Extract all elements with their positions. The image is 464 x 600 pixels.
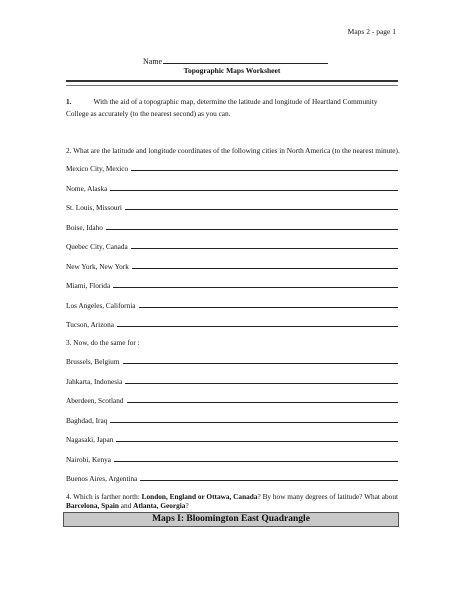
- answer-blank[interactable]: [123, 362, 398, 364]
- city-answer-row: [66, 416, 398, 425]
- section-banner: [63, 512, 399, 527]
- answer-blank[interactable]: [139, 306, 398, 308]
- city-answer-row: [66, 184, 398, 193]
- city-label: Los Angeles, California: [66, 300, 136, 310]
- answer-blank[interactable]: [117, 325, 398, 327]
- answer-blank[interactable]: [113, 286, 398, 288]
- divider-thin: [66, 85, 398, 86]
- city-label: Brussels, Belgium: [66, 357, 120, 366]
- answer-blank[interactable]: [110, 189, 398, 191]
- answer-blank[interactable]: [132, 267, 398, 269]
- question-1: [66, 96, 400, 119]
- answer-blank[interactable]: [131, 247, 398, 249]
- city-answer-row: [66, 357, 398, 366]
- city-label: Tucson, Arizona: [66, 320, 114, 329]
- name-line: [143, 55, 328, 66]
- question-4-text-4: ?: [185, 501, 189, 510]
- answer-blank[interactable]: [140, 479, 398, 481]
- city-label: Quebec City, Canada: [66, 242, 128, 251]
- city-label: Jahkarta, Indonesia: [66, 376, 123, 386]
- section-banner-title: Maps I: Bloomington East Quadrangle: [152, 514, 310, 524]
- question-4-text-2: ? By how many degrees of latitude? What about: [257, 492, 398, 501]
- answer-blank[interactable]: [110, 421, 398, 423]
- city-label: Boise, Idaho: [66, 222, 103, 232]
- city-label: Nairobi, Kenya: [66, 454, 111, 464]
- city-answer-row: [66, 281, 398, 290]
- city-answer-row: [66, 164, 398, 173]
- city-answer-row: [66, 262, 398, 271]
- city-answer-row: [66, 474, 398, 483]
- worksheet-title: Topographic Maps Worksheet: [183, 66, 281, 75]
- city-answer-row: [66, 377, 398, 386]
- name-blank[interactable]: [163, 55, 328, 64]
- city-label: Nome, Alaska: [66, 183, 108, 193]
- answer-blank[interactable]: [125, 208, 398, 210]
- question-4: [66, 492, 400, 510]
- question-1-number: 1.: [66, 97, 72, 106]
- city-answer-row: [66, 203, 398, 212]
- city-answer-row: [66, 301, 398, 310]
- question-3-text: 3. Now, do the same for :: [66, 338, 140, 347]
- answer-blank[interactable]: [127, 401, 398, 403]
- answer-blank[interactable]: [114, 460, 398, 462]
- city-label: Nagasaki, Japan: [66, 435, 114, 444]
- city-answer-row: [66, 435, 398, 444]
- city-answer-row: [66, 242, 398, 251]
- question-2-text: 2. What are the latitude and longitude coordinates of the following cities in North America (to the nearest minute).: [66, 146, 400, 155]
- city-answer-row: [66, 320, 398, 329]
- question-4-bold-3: Atlanta, Georgia: [133, 501, 186, 510]
- city-answer-row: [66, 455, 398, 464]
- question-1-text: With the aid of a topographic map, determine the latitude and longitude of Heartland Community College as accurately (to the nearest second) as you can.: [66, 97, 378, 118]
- city-label: Aberdeen, Scotland: [66, 396, 124, 405]
- answer-blank[interactable]: [116, 440, 398, 442]
- city-label: Baghdad, Iraq: [66, 415, 108, 425]
- divider-thick: [66, 80, 398, 82]
- question-4-bold-1: London, England or Ottawa, Canada: [141, 492, 258, 501]
- question-4-text-1: 4. Which is farther north:: [66, 492, 142, 501]
- name-label: Name: [143, 57, 163, 66]
- city-label: Mexico City, Mexico: [66, 164, 129, 173]
- page-header: Maps 2 - page 1: [347, 27, 396, 36]
- question-4-bold-2: Barcelona, Spain: [66, 501, 119, 510]
- city-label: Miami, Florida: [66, 281, 111, 290]
- city-answer-row: [66, 223, 398, 232]
- city-label: New York, New York: [66, 261, 129, 271]
- city-label: St. Louis, Missouri: [66, 203, 122, 212]
- question-4-text-3: and: [118, 501, 134, 510]
- answer-blank[interactable]: [106, 228, 398, 230]
- city-answer-row: [66, 396, 398, 405]
- answer-blank[interactable]: [131, 169, 398, 171]
- city-label: Buenos Aires, Argentina: [66, 474, 138, 483]
- answer-blank[interactable]: [125, 382, 398, 384]
